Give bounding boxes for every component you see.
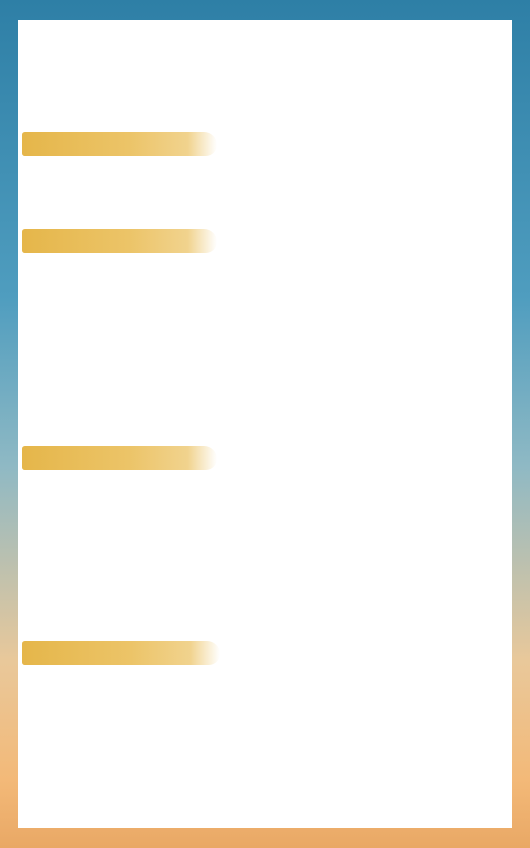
section-heading (22, 446, 34, 470)
section-heading (22, 229, 34, 253)
sunflower-grass-border-bottom (0, 726, 530, 848)
section-heading (22, 641, 34, 665)
sunflower-border-top (0, 0, 530, 78)
section-heading (22, 132, 34, 156)
